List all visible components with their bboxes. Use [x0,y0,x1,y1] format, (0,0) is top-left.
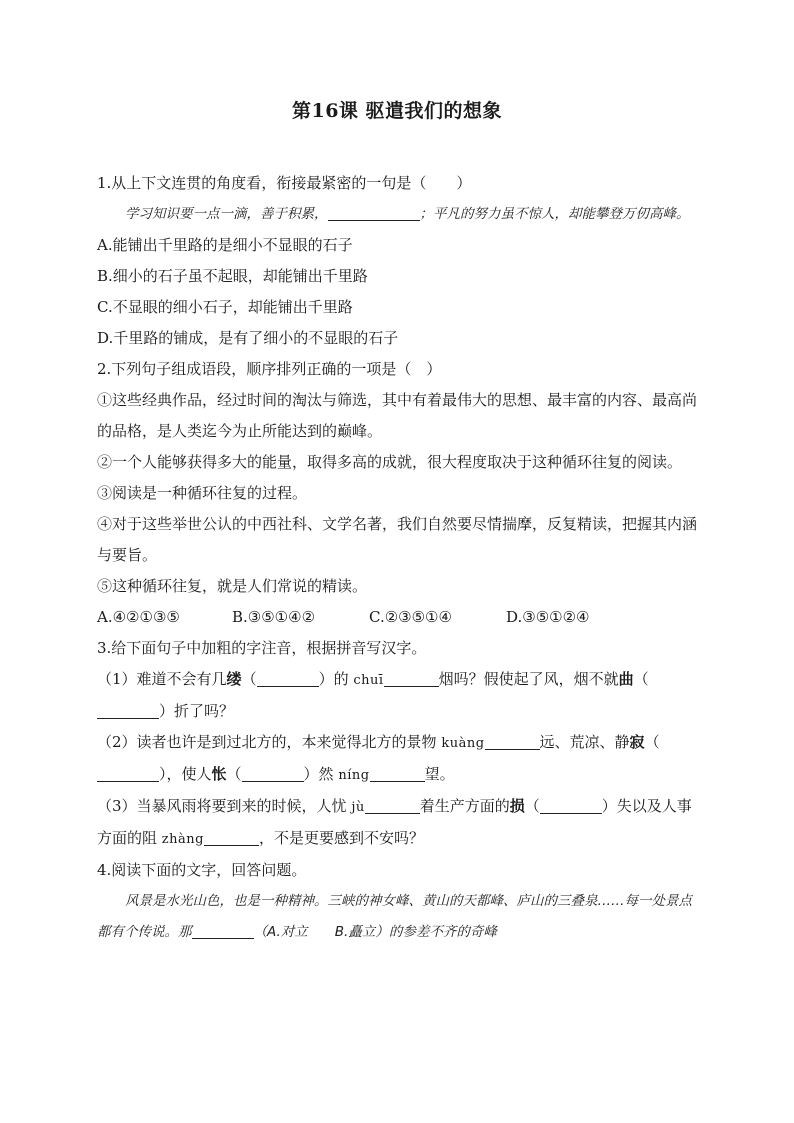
answer-blank [485,732,540,750]
question-4-passage: 风景是水光山色，也是一种精神。三峡的神女峰、黄山的天都峰、庐山的三叠泉……每一处景点都有个传说。那 （A.对立 B.矗立）的参差不齐的奇峰 [97,893,692,940]
worksheet-body [97,168,697,948]
question-3-stem: 3.给下面句子中加粗的字注音，根据拼音写汉字。 [97,639,427,657]
question-2-option-c: C.②③⑤①④ [369,608,452,626]
question-2-sentence-5: ⑤这种循环往复，就是人们常说的精读。 [97,577,368,595]
question-2-sentence-1: ①这些经典作品，经过时间的淘汰与筛选，其中有着最伟大的思想、最丰富的内容、最高尚的品格，是人类迄今为止所能达到的巅峰。 [97,391,698,440]
answer-blank [204,828,259,846]
answer-blank [257,669,319,687]
question-3-sentence-3: （3）当暴风雨将要到来的时候，人忧 jù 着生产方面的损（ ）失以及人事方面的阻 zhàng ，不是更要感到不安吗？ [97,797,692,847]
answer-blank [370,764,425,782]
question-4-stem: 4.阅读下面的文字，回答问题。 [97,861,307,879]
question-1-stem: 1.从上下文连贯的角度看，衔接最紧密的一句是（ ） [97,174,472,192]
answer-blank [540,796,602,814]
pinyin: jù [351,800,365,815]
question-1-option-b: B.细小的石子虽不起眼，却能铺出千里路 [97,267,368,285]
question-3-sentence-2: （2）读者也许是到过北方的，本来觉得北方的景物 kuàng 远、荒凉、静寂（），使人怅（ ）然 níng 望。 [97,733,660,783]
question-1-option-c: C.不显眼的细小石子，却能铺出千里路 [97,298,353,316]
question-2-options [97,602,697,633]
pinyin: chuī [353,673,384,688]
pinyin: níng [338,768,370,783]
question-2-option-b: B.③⑤①④② [232,608,316,626]
answer-blank [365,796,420,814]
question-1-option-d: D.千里路的铺成，是有了细小的不显眼的石子 [97,329,399,347]
answer-blank [328,203,420,221]
bold-char: 寂 [629,733,645,751]
bold-char: 怅 [211,765,227,783]
question-2-sentence-3: ③阅读是一种循环往复的过程。 [97,484,308,502]
question-1-passage: 学习知识要一点一滴，善于积累， ；平凡的努力虽不惊人，却能攀登万仞高峰。 [97,199,697,230]
pinyin: zhàng [161,832,204,847]
question-2-option-d: D.③⑤①②④ [506,608,590,626]
answer-blank [97,701,159,719]
page-title: 第16课 驱遣我们的想象 [291,100,503,122]
question-2-sentence-4: ④对于这些举世公认的中西社科、文学名著，我们自然要尽情揣摩，反复精读，把握其内涵与要旨。 [97,515,698,564]
bold-char: 缕 [226,670,242,688]
answer-blank [384,669,439,687]
question-1-option-a: A.能铺出千里路的是细小不显眼的石子 [97,236,353,254]
bold-char: 损 [509,797,525,815]
bold-char: 曲 [618,670,634,688]
question-3-sentence-1: （1）难道不会有几缕（ ）的 chuī 烟吗？假使起了风，烟不就曲（）折了吗？ [97,670,649,720]
answer-blank [97,764,159,782]
answer-blank [242,764,304,782]
pinyin: kuàng [441,736,485,751]
question-2-sentence-2: ②一个人能够获得多大的能量，取得多高的成就，很大程度取决于这种循环往复的阅读。 [97,453,683,471]
answer-blank [192,921,254,939]
question-2-option-a: A.④②①③⑤ [97,608,180,626]
question-2-stem: 2.下列句子组成语段，顺序排列正确的一项是（ ） [97,360,442,378]
